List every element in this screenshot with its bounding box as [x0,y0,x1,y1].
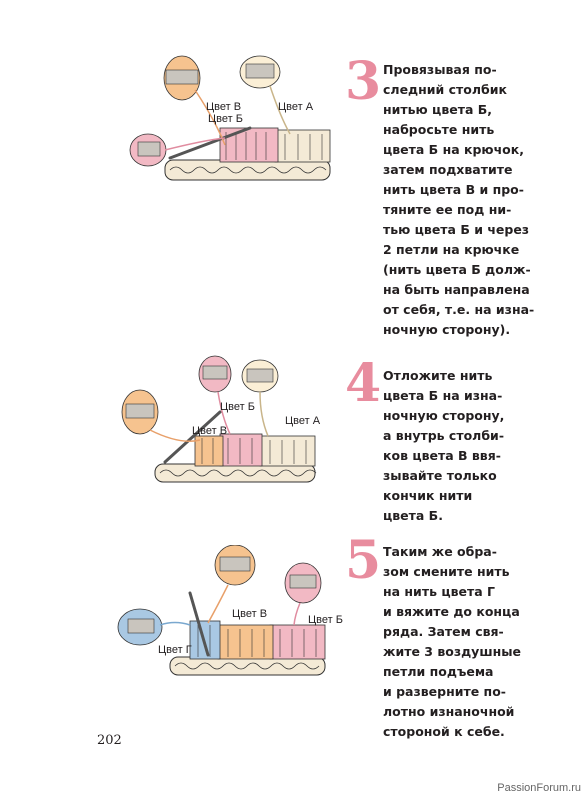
label-color-g: Цвет Г [158,644,192,656]
step-4-illustration [110,352,350,492]
yarn-ball-orange [122,390,200,441]
page-number: 202 [97,733,122,748]
yarn-ball-cream [240,56,290,134]
yarn-ball-blue [118,609,190,645]
yarn-ball-pink [199,356,231,434]
step-text: Провязывая по- следний столбик нитью цвета Б, набросьте нить цвета Б на крючок, затем подхватите нить цвета В и про- тяните ее под ни- тью цвета Б и через 2 петли на крючке (нить цвета Б долж- на быть направлена от себя, т.е. на изна- ночную сторону). [383,62,535,337]
step-number: 4 [345,353,382,414]
step-number: 5 [345,530,382,591]
step-3-illustration [110,50,350,190]
yarn-ball-cream [242,360,278,436]
step-text: Отложите нить цвета Б на изна- ночную сторону, а внутрь столби- ков цвета В ввя- зывайте только кончик нити цвета Б. [383,368,505,523]
label-color-b: Цвет Б [308,614,343,626]
step-number: 3 [345,51,382,112]
label-color-v: Цвет В [192,425,228,437]
label-color-a: Цвет А [285,415,321,427]
step-text: Таким же обра- зом смените нить на нить цвета Г и вяжите до конца ряда. Затем свя- жите 3 воздушные петли подъема и разверните по- лотно изнаночной стороной к себе. [383,544,522,739]
label-color-v: Цвет В [206,101,242,113]
label-color-a: Цвет А [278,101,314,113]
step-5-illustration [110,545,350,685]
label-color-b: Цвет Б [208,113,243,125]
label-color-v: Цвет В [232,608,268,620]
label-color-b: Цвет Б [220,401,255,413]
watermark: PassionForum.ru [497,782,581,794]
